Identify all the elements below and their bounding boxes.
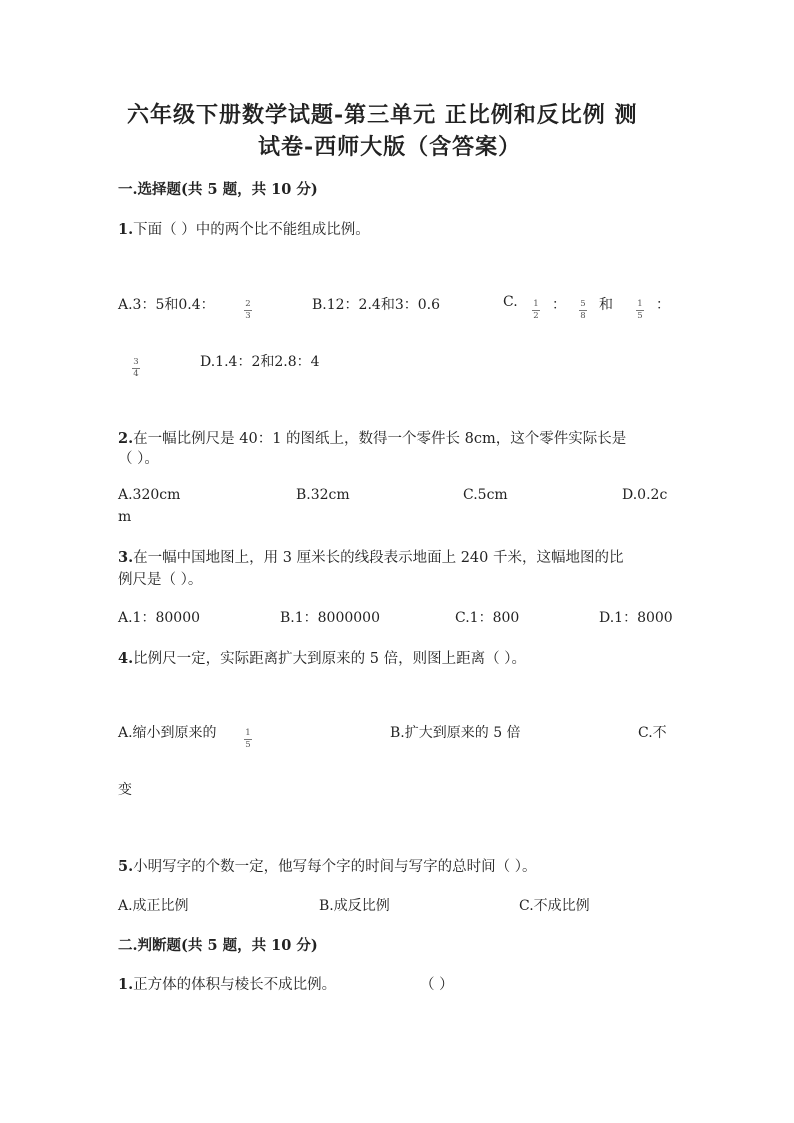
q2-option-b: B.32cm — [296, 487, 350, 503]
question-3-line-1 — [118, 546, 623, 567]
q1-option-c-fraction-2: 5 8 — [580, 299, 586, 321]
question-number: 2. — [118, 430, 134, 447]
q4-option-c: C.不 — [638, 725, 667, 741]
question-text: 小明写字的个数一定，他写每个字的时间与写字的总时间（ ）。 — [133, 859, 537, 875]
q4-option-a-fraction: 1 5 — [245, 728, 251, 750]
fraction-numerator: 2 — [245, 299, 251, 309]
judgement-answer-blank: （ ） — [420, 977, 454, 993]
q2-option-c: C.5cm — [463, 487, 508, 503]
q1-option-c-prefix: C. — [503, 294, 518, 310]
q3-option-a: A.1：80000 — [118, 610, 201, 626]
q2-option-d: D.0.2c — [622, 487, 668, 503]
judgement-question-1 — [118, 973, 336, 994]
section-heading-judgement: 二.判断题(共 5 题，共 10 分) — [118, 937, 318, 954]
question-2-line-1 — [118, 427, 626, 448]
q3-option-d: D.1：8000 — [599, 610, 673, 626]
question-text: 在一幅中国地图上，用 3 厘米长的线段表示地面上 240 千米，这幅地图的比 — [133, 550, 624, 566]
section-heading-choice: 一.选择题(共 5 题，共 10 分) — [118, 181, 318, 198]
q1-option-c-and: 和 — [599, 297, 613, 313]
question-number: 5. — [118, 858, 134, 875]
q2-option-a: A.320cm — [118, 487, 181, 503]
q1-option-c-fraction-1: 1 2 — [533, 299, 539, 321]
q5-option-b: B.成反比例 — [319, 898, 390, 914]
question-number: 1. — [118, 976, 134, 993]
question-text: 在一幅比例尺是 40：1 的图纸上，数得一个零件长 8cm，这个零件实际长是 — [133, 431, 627, 447]
question-4 — [118, 647, 526, 668]
q1-option-a-fraction — [244, 300, 252, 321]
q2-option-d-wrap: m — [118, 509, 132, 525]
q4-option-a: A.缩小到原来的 — [118, 725, 217, 741]
question-text: 正方体的体积与棱长不成比例。 — [133, 977, 337, 993]
q5-option-a: A.成正比例 — [118, 898, 189, 914]
q3-option-c: C.1：800 — [455, 610, 520, 626]
q1-option-d: D.1.4：2和2.8：4 — [200, 354, 320, 370]
question-1 — [118, 218, 370, 239]
question-text: 比例尺一定，实际距离扩大到原来的 5 倍，则图上距离（ ）。 — [133, 651, 526, 667]
question-number: 1. — [118, 221, 134, 238]
question-3-line-2: 例尺是（ ）。 — [118, 572, 203, 588]
q4-option-c-wrap: 变 — [118, 782, 132, 798]
q1-option-c-fraction-3: 1 5 — [637, 299, 643, 321]
page-title-line2: 试卷-西师大版（含答案） — [258, 134, 522, 160]
question-text: 下面（ ）中的两个比不能组成比例。 — [133, 222, 370, 238]
q1-option-c-colon-1: ： — [552, 297, 566, 313]
q1-option-c-colon-2: ： — [656, 297, 670, 313]
question-2-line-2: （ ）。 — [118, 451, 159, 467]
page-title-line1: 六年级下册数学试题-第三单元 正比例和反比例 测 — [127, 102, 638, 128]
q1-option-a: A.3：5和0.4： — [118, 297, 215, 313]
q3-option-b: B.1：8000000 — [280, 610, 380, 626]
question-number: 3. — [118, 549, 134, 566]
q1-option-b: B.12：2.4和3：0.6 — [312, 297, 440, 313]
question-5 — [118, 855, 537, 876]
q4-option-b: B.扩大到原来的 5 倍 — [390, 725, 521, 741]
fraction-denominator: 3 — [245, 311, 251, 321]
q1-option-c-fraction-4: 3 4 — [133, 357, 139, 379]
question-number: 4. — [118, 650, 134, 667]
q5-option-c: C.不成比例 — [519, 898, 590, 914]
